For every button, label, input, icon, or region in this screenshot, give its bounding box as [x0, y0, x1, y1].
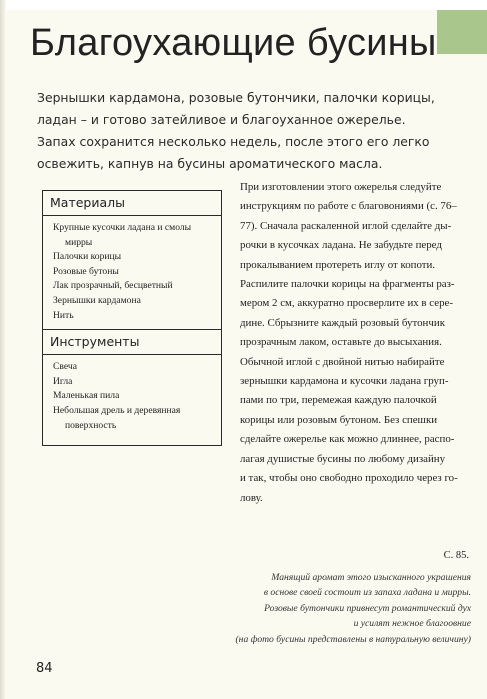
tools-item — [53, 375, 221, 390]
page-gutter-shadow — [0, 0, 6, 699]
body-line: лову. — [240, 491, 263, 504]
page-number: 84 — [36, 661, 53, 676]
materials-item — [53, 279, 221, 294]
body-line: 77). Сначала раскаленной иглой сделайте ды- — [240, 219, 452, 232]
body-line: прокалыванием протереть иглу от копоти. — [240, 258, 436, 271]
tools-list — [43, 355, 221, 439]
accent-color-band — [437, 10, 487, 54]
materials-item-text: Лак прозрачный, бесцветный — [53, 280, 173, 292]
materials-item — [53, 309, 221, 324]
caption-line: Розовые бутончики привнесут романтический дух — [264, 602, 471, 614]
tools-item-text: Небольшая дрель и деревянная — [53, 404, 181, 416]
body-line: дине. Сбрызните каждый розовый бутончик — [240, 316, 445, 329]
intro-paragraph — [37, 87, 467, 175]
tools-item — [53, 360, 221, 375]
materials-item — [53, 250, 221, 265]
body-line: зернышки кардамона и кусочки ладана груп- — [240, 375, 449, 388]
page-top-margin — [0, 0, 487, 10]
photo-caption — [191, 570, 471, 647]
tools-heading: Инструменты — [50, 334, 140, 350]
intro-line: Зернышки кардамона, розовые бутончики, палочки корицы, — [37, 90, 435, 105]
caption-line: и усилят нежное благоовние — [353, 618, 471, 630]
materials-item-text: Нить — [53, 309, 74, 321]
body-line: Распилите палочки корицы на фрагменты раз- — [240, 278, 455, 291]
materials-list — [43, 216, 221, 329]
materials-item-text-cont: мирры — [65, 236, 93, 248]
intro-line: ладан – и готово затейливое и благоуханное ожерелье. — [37, 112, 406, 127]
tools-item-text-cont: поверхность — [65, 419, 117, 431]
caption-line: в основе своей состоит из запаха ладана и мирры. — [263, 587, 471, 599]
tools-item-text: Игла — [53, 375, 73, 387]
supplies-box — [42, 190, 222, 446]
body-line: сделайте ожерелье как можно длиннее, распо- — [240, 433, 455, 446]
body-line: инструкциям по работе с благовониями (с. 76– — [240, 200, 457, 213]
instructions-text — [240, 178, 472, 508]
tools-item — [53, 404, 221, 433]
materials-item-text: Крупные кусочки ладана и смолы — [53, 222, 192, 233]
materials-item-text: Зернышки кардамона — [53, 294, 141, 306]
materials-item-text: Розовые бутоны — [53, 265, 119, 277]
body-line: Обычной иглой с двойной нитью набирайте — [240, 355, 445, 368]
materials-item — [53, 294, 221, 309]
body-line: корицы или розовым бутоном. Без спешки — [240, 413, 438, 426]
materials-item — [53, 221, 221, 250]
body-line: пами по три, перемежая каждую палочкой — [240, 394, 437, 407]
intro-line: Запах сохранится несколько недель, после этого его легко — [37, 134, 430, 149]
tools-item-text: Маленькая пила — [53, 390, 120, 402]
body-line: прозрачным лаком, оставьте до высыхания. — [240, 336, 442, 349]
body-line: лагая душистые бусины по любому дизайну — [240, 452, 446, 465]
materials-heading: Материалы — [50, 195, 125, 210]
body-line: При изготовлении этого ожерелья следуйте — [240, 181, 442, 193]
caption-line: (на фото бусины представлены в натуральную величину) — [235, 633, 471, 645]
intro-line: освежить, капнув на бусины ароматического масла. — [37, 156, 383, 171]
tools-item-text: Свеча — [53, 361, 77, 373]
body-line: и так, чтобы оно свободно проходило через го- — [240, 472, 458, 485]
body-line: рочки в кусочках ладана. Не забудьте перед — [240, 239, 442, 252]
body-line: мером 2 см, аккуратно просверлите их в сере- — [240, 297, 454, 310]
caption-line: Манящий аромат этого изысканного украшения — [271, 572, 471, 583]
page-title: Благоухающие бусины — [30, 22, 437, 64]
caption-page-reference: С. 85. — [443, 550, 469, 561]
materials-item — [53, 265, 221, 280]
materials-item-text: Палочки корицы — [53, 251, 122, 263]
tools-item — [53, 389, 221, 404]
